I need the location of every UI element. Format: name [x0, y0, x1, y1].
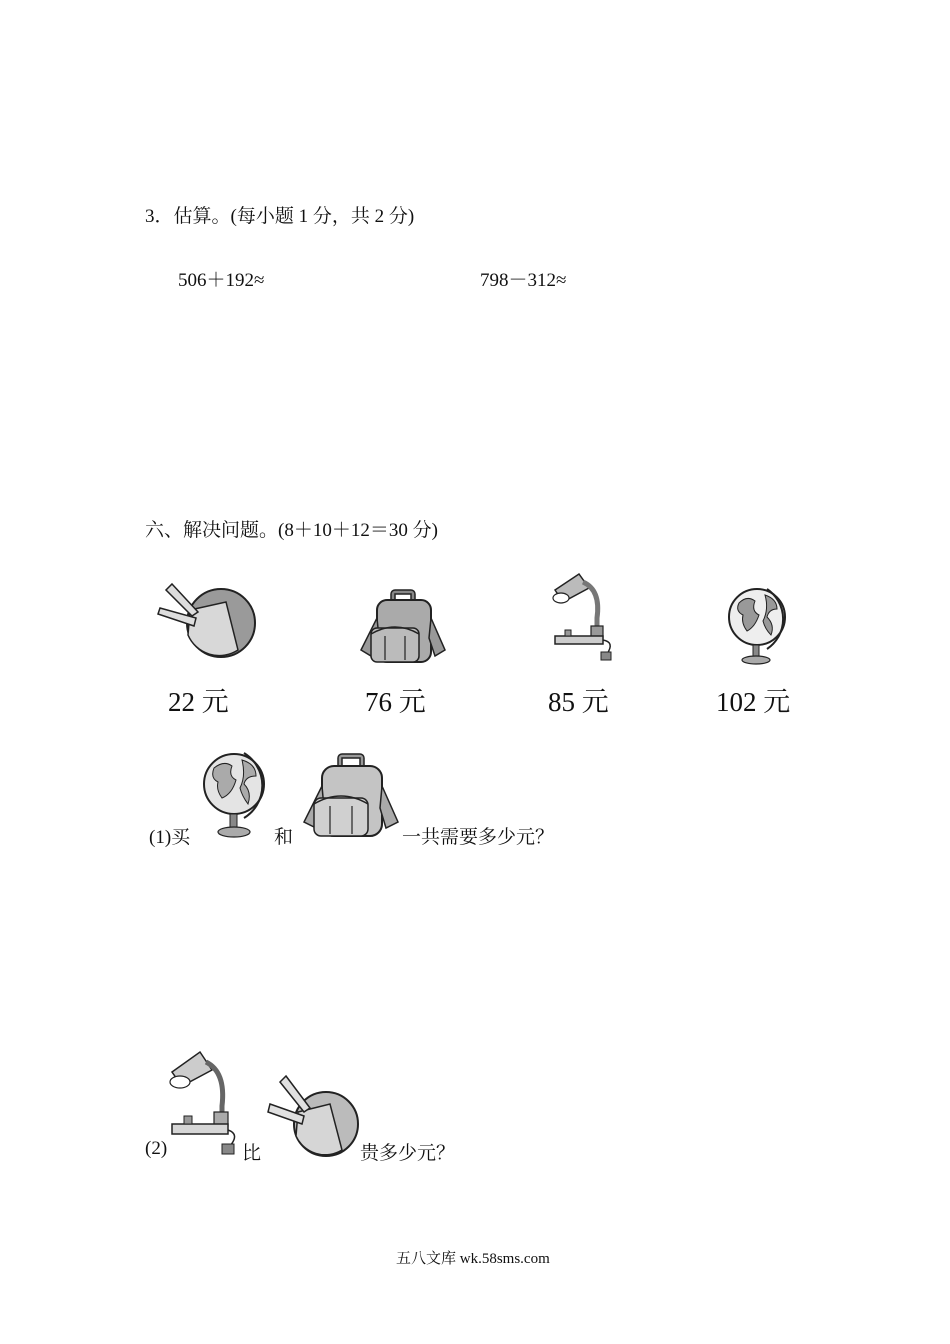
estimate-expression-2: 798－312≈ [480, 270, 567, 291]
backpack-icon [300, 752, 400, 842]
question-2-suffix: 贵多少元？ [360, 1143, 456, 1164]
question-2-than: 比 [242, 1143, 262, 1164]
section-3-heading: 3．估算。(每小题 1 分，共 2 分) [145, 206, 415, 227]
price-globe: 102 元 [716, 687, 791, 717]
question-1-suffix: 一共需要多少元？ [402, 827, 555, 848]
price-lamp: 85 元 [548, 687, 609, 717]
price-backpack: 76 元 [365, 687, 426, 717]
ping-pong-paddle-icon [268, 1072, 360, 1164]
globe-icon [725, 585, 795, 667]
question-2-prefix: (2) [145, 1138, 168, 1159]
question-1-prefix: (1)买 [149, 827, 191, 848]
price-paddle: 22 元 [168, 687, 229, 717]
desk-lamp-icon [553, 572, 623, 667]
question-1-and: 和 [274, 827, 294, 848]
estimate-expression-1: 506＋192≈ [178, 270, 265, 291]
footer-watermark: 五八文库 wk.58sms.com [396, 1251, 550, 1267]
ping-pong-paddle-icon [158, 580, 258, 665]
backpack-icon [357, 588, 447, 668]
section-6-heading: 六、解决问题。(8＋10＋12＝30 分) [145, 520, 438, 541]
desk-lamp-icon [170, 1050, 242, 1160]
globe-icon [200, 750, 272, 840]
